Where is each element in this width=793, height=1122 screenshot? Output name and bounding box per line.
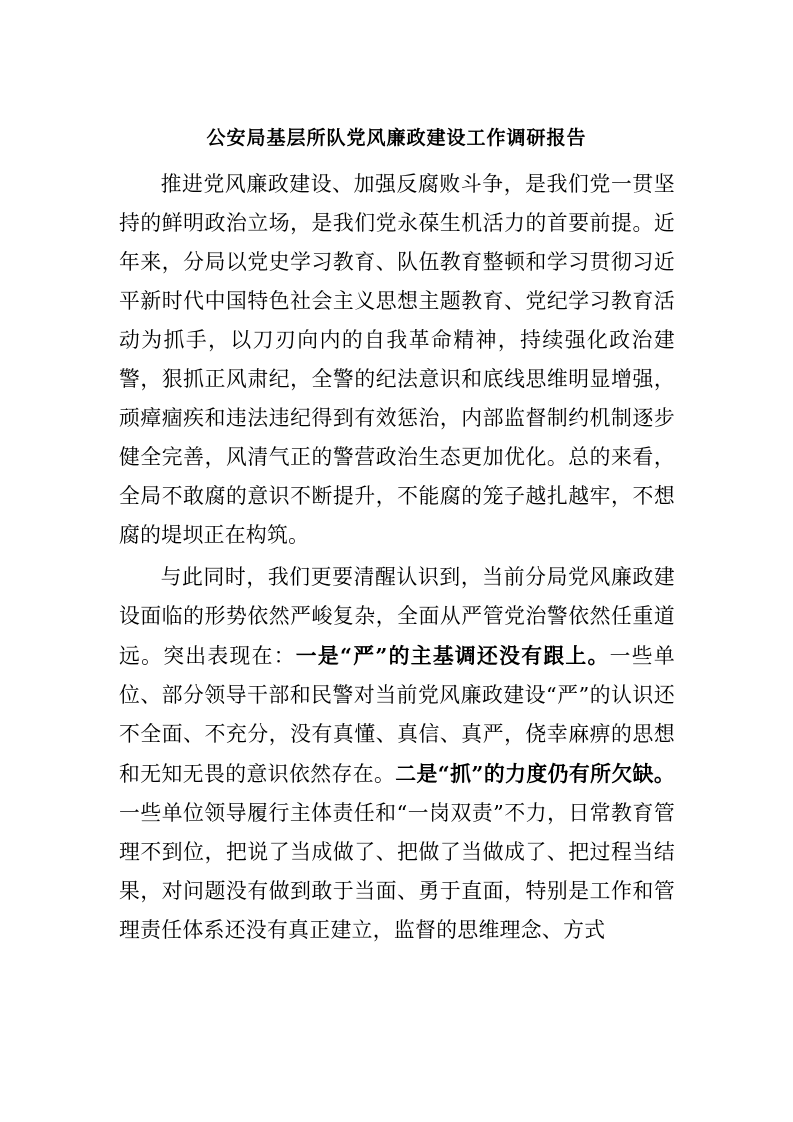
document-title: 公安局基层所队党风廉政建设工作调研报告 (206, 127, 587, 149)
document-body (119, 165, 675, 950)
paragraph-text-segment: 一些单位、部分领导干部和民警对当前党风廉政建设“严”的认识还不全面、不充分，没有真懂、真信、真严，侥幸麻痹的思想和无知无畏的意识依然存在。 (119, 644, 675, 786)
paragraph-text-segment: 一些单位领导履行主体责任和“一岗双责”不力，日常教育管理不到位，把说了当成做了、把做了当做成了、把过程当结果，对问题没有做到敢于当面、勇于直面，特别是工作和管理责任体系还没有真正建立，监督的思维理念、方式 (119, 801, 675, 942)
paragraph-intro: 推进党风廉政建设、加强反腐败斗争，是我们党一贯坚持的鲜明政治立场，是我们党永葆生机活力的首要前提。近年来，分局以党史学习教育、队伍教育整顿和学习贯彻习近平新时代中国特色社会主义思想主题教育、党纪学习教育活动为抓手，以刀刃向内的自我革命精神，持续强化政治建警，狠抓正风肃纪，全警的纪法意识和底线思维明显增强，顽瘴痼疾和违法违纪得到有效惩治，内部监督制约机制逐步健全完善，风清气正的警营政治生态更加优化。总的来看，全局不敢腐的意识不断提升，不能腐的笼子越扎越牢，不想腐的堤坝正在构筑。 (119, 172, 675, 547)
paragraph-problems (119, 558, 675, 950)
point-two-heading: 二是“抓”的力度仍有所欠缺。 (395, 761, 675, 786)
paragraph-text-segment: 与此同时，我们更要清醒认识到，当前分局党风廉政建设面临的形势依然严峻复杂，全面从严管党治警依然任重道远。突出表现在： (119, 565, 675, 668)
point-one-heading: 一是“严”的主基调还没有跟上。 (295, 643, 610, 668)
